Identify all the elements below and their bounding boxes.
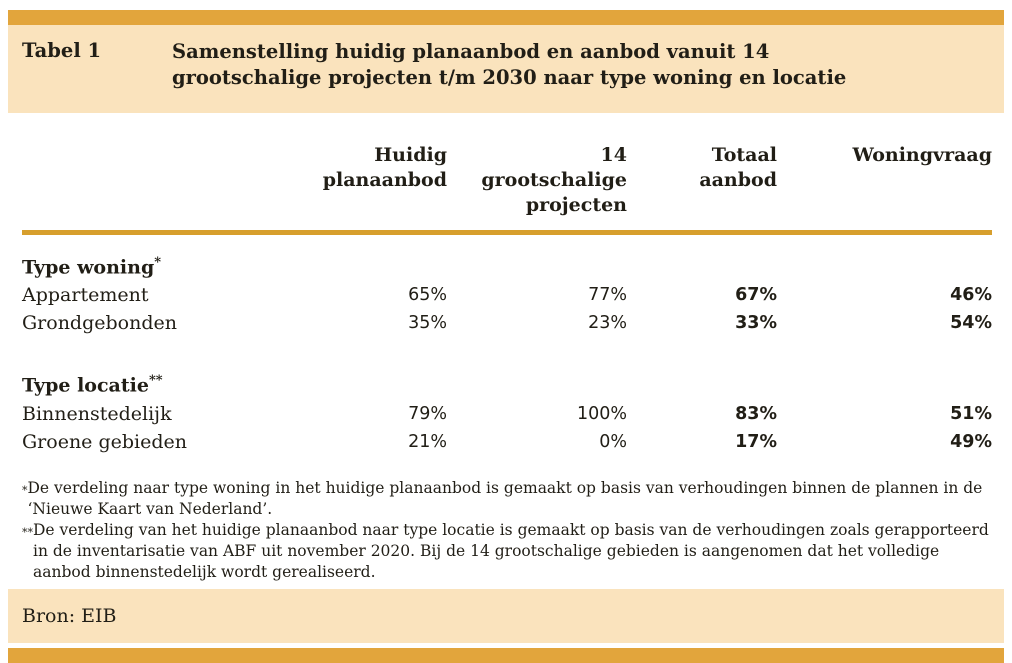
source-band (8, 589, 1004, 643)
footnote-2 (22, 520, 992, 583)
footnote-text: De verdeling naar type woning in het huidige planaanbod is gemaakt op basis van verhoudingen binnen de plannen in de ‘Nieuwe Kaart van Nederland’. (27, 478, 983, 518)
section-heading-type-woning: Type woning* (22, 255, 162, 279)
cell-huidig-planaanbod: 65% (408, 285, 447, 306)
cell-totaal-aanbod: 83% (735, 403, 777, 424)
cell-14-projecten: 0% (599, 431, 627, 452)
footnote-marker-ref: * (154, 255, 162, 270)
top-accent-bar (8, 10, 1004, 25)
row-label: Binnenstedelijk (22, 402, 172, 425)
table-row (22, 428, 992, 456)
cell-huidig-planaanbod: 35% (408, 313, 447, 334)
cell-huidig-planaanbod: 79% (408, 403, 447, 424)
cell-totaal-aanbod: 67% (735, 285, 777, 306)
cell-totaal-aanbod: 17% (735, 431, 777, 452)
section-heading-type-locatie: Type locatie** (22, 373, 163, 397)
table-row (22, 400, 992, 428)
column-header-huidig-planaanbod: Huidig planaanbod (322, 144, 447, 191)
table-content (8, 143, 1004, 583)
cell-14-projecten: 77% (588, 285, 627, 306)
table-row (22, 309, 992, 337)
footnote-marker: ** (22, 525, 33, 539)
cell-totaal-aanbod: 33% (735, 313, 777, 334)
cell-woningvraag: 54% (950, 313, 992, 334)
table-row (22, 281, 992, 309)
column-header-row (22, 143, 992, 218)
cell-14-projecten: 100% (576, 403, 627, 424)
cell-woningvraag: 51% (950, 403, 992, 424)
bottom-accent-bar (8, 648, 1004, 663)
table-header-band (8, 25, 1004, 113)
table-body (22, 249, 992, 456)
table-title: Samenstelling huidig planaanbod en aanbod vanuit 14 grootschalige projecten t/m 2030 naar type woning en locatie (172, 40, 847, 89)
column-header-14-grootschalige-projecten: 14 grootschalige projecten (481, 144, 627, 216)
footnote-text: De verdeling van het huidige planaanbod naar type locatie is gemaakt op basis van de verhoudingen zoals gerapporteerd in de inventarisatie van ABF uit november 2020. Bij de 14 grootschalige gebieden is aangenomen dat het volledige aanbod binnenstedelijk wordt gerealiseerd. (33, 520, 989, 581)
cell-14-projecten: 23% (588, 313, 627, 334)
column-header-totaal-aanbod: Totaal aanbod (699, 144, 777, 191)
footnote-marker-ref: ** (148, 373, 163, 389)
cell-woningvraag: 49% (950, 431, 992, 452)
source-label: Bron: EIB (22, 604, 117, 627)
cell-huidig-planaanbod: 21% (408, 431, 447, 452)
row-label: Appartement (22, 284, 149, 307)
cell-woningvraag: 46% (950, 285, 992, 306)
header-divider-rule (22, 230, 992, 235)
row-label: Groene gebieden (22, 430, 187, 453)
row-label: Grondgebonden (22, 312, 177, 335)
footnotes (22, 478, 992, 583)
footnote-marker: * (22, 483, 28, 497)
table-number-label: Tabel 1 (22, 39, 102, 62)
column-header-woningvraag: Woningvraag (852, 144, 992, 166)
section-spacer (22, 337, 992, 367)
footnote-1 (22, 478, 992, 520)
